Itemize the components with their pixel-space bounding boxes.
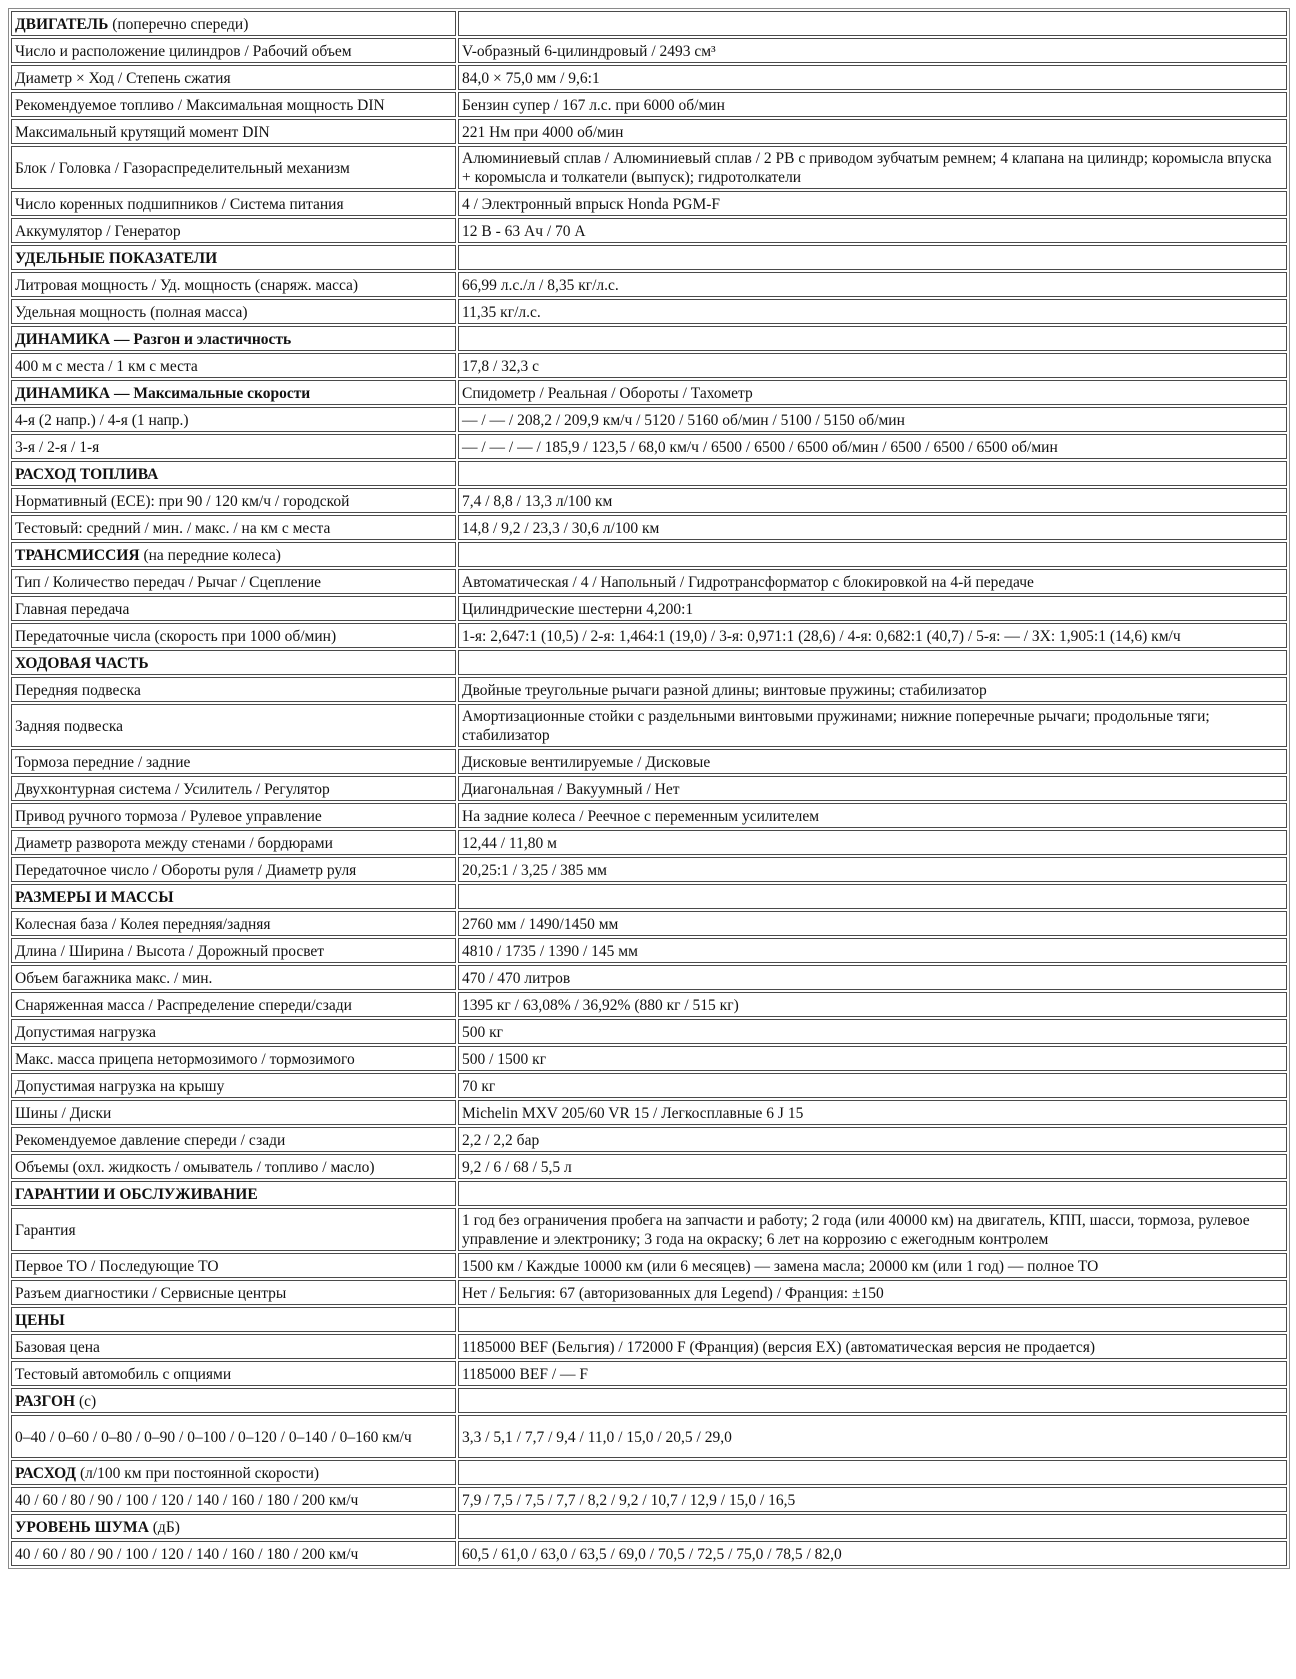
spec-label: Двухконтурная система / Усилитель / Регулятор	[15, 780, 330, 798]
section-subtitle: (поперечно спереди)	[108, 15, 249, 33]
spec-value: Амортизационные стойки с раздельными винтовыми пружинами; нижние поперечные рычаги; продольные тяги; стабилизатор	[462, 708, 1210, 744]
spec-value-cell	[458, 803, 1287, 828]
spec-label: Колесная база / Колея передняя/задняя	[15, 915, 271, 933]
section-title-cell	[11, 1514, 456, 1539]
spec-table	[8, 8, 1290, 1569]
spec-value-cell	[458, 245, 1287, 270]
section-title: ГАРАНТИИ И ОБСЛУЖИВАНИЕ	[15, 1185, 258, 1203]
spec-label: Максимальный крутящий момент DIN	[15, 123, 270, 141]
spec-value-cell	[458, 776, 1287, 801]
spec-value-cell	[458, 1073, 1287, 1098]
spec-value-cell	[458, 1253, 1287, 1278]
spec-label: Базовая цена	[15, 1338, 100, 1356]
spec-label-cell	[11, 992, 456, 1017]
spec-value: 500 / 1500 кг	[462, 1050, 547, 1068]
spec-value-cell	[458, 938, 1287, 963]
spec-value: 12 В - 63 Ач / 70 А	[462, 222, 586, 240]
spec-label-cell	[11, 272, 456, 297]
spec-label: Тестовый: средний / мин. / макс. / на км с места	[15, 519, 331, 537]
table-row	[11, 488, 1287, 513]
spec-label-cell	[11, 596, 456, 621]
spec-label: 3-я / 2-я / 1-я	[15, 438, 100, 456]
spec-label: Число и расположение цилиндров / Рабочий объем	[15, 42, 352, 60]
section-title: УРОВЕНЬ ШУМА	[15, 1518, 149, 1536]
table-row	[11, 623, 1287, 648]
spec-label-cell	[11, 1541, 456, 1566]
spec-value-cell	[458, 884, 1287, 909]
spec-value: 2,2 / 2,2 бар	[462, 1131, 540, 1149]
spec-label-cell	[11, 1334, 456, 1359]
spec-value-cell	[458, 542, 1287, 567]
spec-label: Рекомендуемое топливо / Максимальная мощность DIN	[15, 96, 385, 114]
table-row	[11, 119, 1287, 144]
spec-label: Диаметр × Ход / Степень сжатия	[15, 69, 231, 87]
spec-label: Передаточное число / Обороты руля / Диаметр руля	[15, 861, 357, 879]
spec-value-cell	[458, 623, 1287, 648]
spec-value-cell	[458, 119, 1287, 144]
spec-value: Дисковые вентилируемые / Дисковые	[462, 753, 711, 771]
section-subtitle: (с)	[75, 1392, 97, 1410]
spec-value-cell	[458, 992, 1287, 1017]
spec-value-cell	[458, 1019, 1287, 1044]
spec-value: 20,25:1 / 3,25 / 385 мм	[462, 861, 607, 879]
table-row	[11, 515, 1287, 540]
spec-value-cell	[458, 596, 1287, 621]
section-header-row	[11, 11, 1287, 36]
spec-label-cell	[11, 1253, 456, 1278]
spec-label-cell	[11, 938, 456, 963]
spec-value: 1 год без ограничения пробега на запчасти и работу; 2 года (или 40000 км) на двигатель, КПП, шасси, тормоза, рулевое управление и электронику; 3 года на окраску; 6 лет на коррозию с ежегодным контролем	[462, 1212, 1250, 1248]
spec-value-cell	[458, 965, 1287, 990]
table-row	[11, 857, 1287, 882]
spec-label: Допустимая нагрузка	[15, 1023, 157, 1041]
spec-value: 14,8 / 9,2 / 23,3 / 30,6 л/100 км	[462, 519, 660, 537]
section-title-cell	[11, 542, 456, 567]
section-header-row	[11, 1460, 1287, 1485]
spec-value-cell	[458, 650, 1287, 675]
spec-label: Разъем диагностики / Сервисные центры	[15, 1284, 287, 1302]
section-title-cell	[11, 461, 456, 486]
spec-value-cell	[458, 1487, 1287, 1512]
section-title-cell	[11, 884, 456, 909]
spec-label-cell	[11, 677, 456, 702]
spec-value-cell	[458, 1388, 1287, 1413]
spec-value-cell	[458, 1127, 1287, 1152]
section-title: РАСХОД ТОПЛИВА	[15, 465, 159, 483]
spec-value: Нет / Бельгия: 67 (авторизованных для Legend) / Франция: ±150	[462, 1284, 884, 1302]
spec-label-cell	[11, 830, 456, 855]
table-row	[11, 776, 1287, 801]
spec-value: 12,44 / 11,80 м	[462, 834, 557, 852]
spec-label-cell	[11, 1280, 456, 1305]
spec-label: Задняя подвеска	[15, 717, 123, 735]
spec-value: 221 Нм при 4000 об/мин	[462, 123, 624, 141]
table-row	[11, 677, 1287, 702]
spec-value-cell	[458, 1514, 1287, 1539]
spec-label: Снаряженная масса / Распределение спереди/сзади	[15, 996, 352, 1014]
section-header-row	[11, 461, 1287, 486]
section-header-row	[11, 380, 1287, 405]
spec-value: 84,0 × 75,0 мм / 9,6:1	[462, 69, 600, 87]
table-row	[11, 1541, 1287, 1566]
section-title: ДИНАМИКА — Разгон и эластичность	[15, 330, 292, 348]
spec-value-cell	[458, 11, 1287, 36]
table-row	[11, 191, 1287, 216]
section-header-row	[11, 650, 1287, 675]
spec-label-cell	[11, 569, 456, 594]
spec-label: Длина / Ширина / Высота / Дорожный просвет	[15, 942, 325, 960]
table-row	[11, 803, 1287, 828]
table-row	[11, 1019, 1287, 1044]
table-row	[11, 1487, 1287, 1512]
spec-label-cell	[11, 218, 456, 243]
table-row	[11, 1334, 1287, 1359]
spec-label: Допустимая нагрузка на крышу	[15, 1077, 225, 1095]
spec-label-cell	[11, 407, 456, 432]
spec-label-cell	[11, 119, 456, 144]
spec-value-cell	[458, 1541, 1287, 1566]
spec-value-cell	[458, 380, 1287, 405]
section-header-row	[11, 1181, 1287, 1206]
section-title: ДИНАМИКА — Максимальные скорости	[15, 384, 311, 402]
spec-value: 11,35 кг/л.с.	[462, 303, 541, 321]
spec-label: Диаметр разворота между стенами / бордюрами	[15, 834, 333, 852]
section-title-cell	[11, 380, 456, 405]
table-row	[11, 299, 1287, 324]
section-title: УДЕЛЬНЫЕ ПОКАЗАТЕЛИ	[15, 249, 218, 267]
spec-value-cell	[458, 1307, 1287, 1332]
spec-value-cell	[458, 1100, 1287, 1125]
section-subtitle: (л/100 км при постоянной скорости)	[76, 1464, 320, 1482]
spec-label-cell	[11, 515, 456, 540]
section-header-row	[11, 884, 1287, 909]
table-row	[11, 596, 1287, 621]
table-row	[11, 65, 1287, 90]
spec-label-cell	[11, 1487, 456, 1512]
spec-value-cell	[458, 299, 1287, 324]
section-title: ХОДОВАЯ ЧАСТЬ	[15, 654, 149, 672]
spec-value: Двойные треугольные рычаги разной длины; винтовые пружины; стабилизатор	[462, 681, 987, 699]
spec-value: — / — / 208,2 / 209,9 км/ч / 5120 / 5160 об/мин / 5100 / 5150 об/мин	[462, 411, 905, 429]
spec-value-cell	[458, 488, 1287, 513]
spec-label: 400 м с места / 1 км с места	[15, 357, 198, 375]
spec-value: Диагональная / Вакуумный / Нет	[462, 780, 680, 798]
spec-value: 1-я: 2,647:1 (10,5) / 2-я: 1,464:1 (19,0) / 3-я: 0,971:1 (28,6) / 4-я: 0,682:1 (40,7) / 5-я: — / ЗХ: 1,905:1 (14,6) км/ч	[462, 627, 1181, 645]
spec-value-cell	[458, 407, 1287, 432]
spec-label-cell	[11, 1019, 456, 1044]
spec-value: Michelin MXV 205/60 VR 15 / Легкосплавные 6 J 15	[462, 1104, 804, 1122]
spec-value-cell	[458, 1334, 1287, 1359]
spec-label-cell	[11, 704, 456, 747]
spec-value: Алюминиевый сплав / Алюминиевый сплав / 2 РВ с приводом зубчатым ремнем; 4 клапана на цилиндр; коромысла впуска + коромысла и толкатели (выпуск); гидротолкатели	[462, 150, 1272, 186]
section-title-cell	[11, 650, 456, 675]
spec-value: 2760 мм / 1490/1450 мм	[462, 915, 619, 933]
spec-label: Привод ручного тормоза / Рулевое управление	[15, 807, 322, 825]
spec-value: 4810 / 1735 / 1390 / 145 мм	[462, 942, 638, 960]
spec-value-cell	[458, 911, 1287, 936]
spec-value-cell	[458, 353, 1287, 378]
spec-value: 66,99 л.с./л / 8,35 кг/л.с.	[462, 276, 619, 294]
spec-value-cell	[458, 1154, 1287, 1179]
section-title-cell	[11, 1460, 456, 1485]
spec-value-cell	[458, 1208, 1287, 1251]
spec-value: 17,8 / 32,3 с	[462, 357, 540, 375]
spec-label: Макс. масса прицепа нетормозимого / тормозимого	[15, 1050, 355, 1068]
spec-label-cell	[11, 191, 456, 216]
spec-label-cell	[11, 299, 456, 324]
spec-label-cell	[11, 488, 456, 513]
spec-label: Тормоза передние / задние	[15, 753, 191, 771]
table-row	[11, 434, 1287, 459]
spec-label: Передаточные числа (скорость при 1000 об/мин)	[15, 627, 337, 645]
spec-value-cell	[458, 704, 1287, 747]
spec-label-cell	[11, 749, 456, 774]
section-title-cell	[11, 1181, 456, 1206]
spec-value: V-образный 6-цилиндровый / 2493 см³	[462, 42, 716, 60]
spec-label: Тип / Количество передач / Рычаг / Сцепление	[15, 573, 322, 591]
spec-label: Литровая мощность / Уд. мощность (снаряж. масса)	[15, 276, 359, 294]
spec-label: 40 / 60 / 80 / 90 / 100 / 120 / 140 / 160 / 180 / 200 км/ч	[15, 1545, 359, 1563]
spec-label-cell	[11, 911, 456, 936]
spec-label-cell	[11, 92, 456, 117]
table-row	[11, 407, 1287, 432]
spec-value: 70 кг	[462, 1077, 496, 1095]
spec-value: 1185000 BEF (Бельгия) / 172000 F (Франция) (версия EX) (автоматическая версия не продается)	[462, 1338, 1096, 1356]
spec-value-cell	[458, 461, 1287, 486]
spec-value-cell	[458, 146, 1287, 189]
section-header-row	[11, 245, 1287, 270]
spec-label: Шины / Диски	[15, 1104, 112, 1122]
spec-value-cell	[458, 218, 1287, 243]
spec-value-cell	[458, 65, 1287, 90]
spec-label-cell	[11, 1208, 456, 1251]
spec-value: 7,4 / 8,8 / 13,3 л/100 км	[462, 492, 613, 510]
spec-label-cell	[11, 434, 456, 459]
table-row	[11, 1208, 1287, 1251]
spec-value: — / — / — / 185,9 / 123,5 / 68,0 км/ч / 6500 / 6500 / 6500 об/мин / 6500 / 6500 / 6500 об/мин	[462, 438, 1058, 456]
table-row	[11, 92, 1287, 117]
table-row	[11, 1280, 1287, 1305]
spec-label: 0–40 / 0–60 / 0–80 / 0–90 / 0–100 / 0–120 / 0–140 / 0–160 км/ч	[15, 1428, 412, 1446]
spec-value-cell	[458, 1280, 1287, 1305]
spec-label-cell	[11, 1361, 456, 1386]
spec-label: Тестовый автомобиль с опциями	[15, 1365, 232, 1383]
spec-label-cell	[11, 1046, 456, 1071]
section-subtitle: (дБ)	[148, 1518, 180, 1536]
spec-value-cell	[458, 1181, 1287, 1206]
spec-label: Главная передача	[15, 600, 130, 618]
section-title: ТРАНСМИССИЯ	[15, 546, 140, 564]
spec-value-cell	[458, 1460, 1287, 1485]
table-row	[11, 353, 1287, 378]
spec-label-cell	[11, 1415, 456, 1458]
table-row	[11, 1415, 1287, 1458]
section-title: ДВИГАТЕЛЬ	[15, 15, 109, 33]
spec-label: Первое ТО / Последующие ТО	[15, 1257, 219, 1275]
spec-label-cell	[11, 803, 456, 828]
spec-label: Рекомендуемое давление спереди / сзади	[15, 1131, 286, 1149]
spec-value-cell	[458, 272, 1287, 297]
spec-value-cell	[458, 92, 1287, 117]
section-subtitle: (на передние колеса)	[139, 546, 281, 564]
table-row	[11, 1253, 1287, 1278]
spec-value-cell	[458, 569, 1287, 594]
table-row	[11, 218, 1287, 243]
table-row	[11, 965, 1287, 990]
spec-label-cell	[11, 857, 456, 882]
table-row	[11, 1154, 1287, 1179]
spec-value-cell	[458, 1046, 1287, 1071]
table-row	[11, 992, 1287, 1017]
section-title-cell	[11, 245, 456, 270]
spec-label: Удельная мощность (полная масса)	[15, 303, 248, 321]
table-row	[11, 1046, 1287, 1071]
table-row	[11, 569, 1287, 594]
spec-value-cell	[458, 749, 1287, 774]
section-header-row	[11, 326, 1287, 351]
spec-value-cell	[458, 677, 1287, 702]
table-row	[11, 1073, 1287, 1098]
spec-label-cell	[11, 1154, 456, 1179]
spec-label-cell	[11, 353, 456, 378]
spec-value: 1500 км / Каждые 10000 км (или 6 месяцев) — замена масла; 20000 км (или 1 год) — полное ТО	[462, 1257, 1099, 1275]
spec-label-cell	[11, 65, 456, 90]
spec-value: 60,5 / 61,0 / 63,0 / 63,5 / 69,0 / 70,5 / 72,5 / 75,0 / 78,5 / 82,0	[462, 1545, 842, 1563]
spec-label: Объем багажника макс. / мин.	[15, 969, 213, 987]
spec-label: Передняя подвеска	[15, 681, 141, 699]
spec-value-cell	[458, 38, 1287, 63]
spec-value-cell	[458, 830, 1287, 855]
spec-label-cell	[11, 1073, 456, 1098]
spec-table-body	[11, 11, 1287, 1566]
spec-value: 470 / 470 литров	[462, 969, 571, 987]
spec-value: 7,9 / 7,5 / 7,5 / 7,7 / 8,2 / 9,2 / 10,7 / 12,9 / 15,0 / 16,5	[462, 1491, 796, 1509]
section-title-cell	[11, 1388, 456, 1413]
section-header-row	[11, 1514, 1287, 1539]
table-row	[11, 146, 1287, 189]
spec-label: Объемы (охл. жидкость / омыватель / топливо / масло)	[15, 1158, 375, 1176]
section-header-row	[11, 1307, 1287, 1332]
spec-label-cell	[11, 1127, 456, 1152]
spec-value: Автоматическая / 4 / Напольный / Гидротрансформатор с блокировкой на 4-й передаче	[462, 573, 1034, 591]
spec-label: Нормативный (ЕСЕ): при 90 / 120 км/ч / городской	[15, 492, 350, 510]
table-row	[11, 1361, 1287, 1386]
spec-label-cell	[11, 1100, 456, 1125]
spec-label: Блок / Головка / Газораспределительный механизм	[15, 159, 350, 177]
section-title-cell	[11, 326, 456, 351]
spec-value: 1395 кг / 63,08% / 36,92% (880 кг / 515 кг)	[462, 996, 739, 1014]
table-row	[11, 938, 1287, 963]
spec-label-cell	[11, 965, 456, 990]
spec-value: 3,3 / 5,1 / 7,7 / 9,4 / 11,0 / 15,0 / 20,5 / 29,0	[462, 1428, 732, 1446]
spec-label-cell	[11, 623, 456, 648]
spec-label: 4-я (2 напр.) / 4-я (1 напр.)	[15, 411, 189, 429]
table-row	[11, 1100, 1287, 1125]
table-row	[11, 749, 1287, 774]
spec-value: 500 кг	[462, 1023, 504, 1041]
spec-label-cell	[11, 146, 456, 189]
spec-value-cell	[458, 326, 1287, 351]
table-row	[11, 911, 1287, 936]
spec-value: Цилиндрические шестерни 4,200:1	[462, 600, 694, 618]
spec-value: На задние колеса / Реечное с переменным усилителем	[462, 807, 820, 825]
spec-value: 4 / Электронный впрыск Honda PGM-F	[462, 195, 721, 213]
spec-value-cell	[458, 191, 1287, 216]
table-row	[11, 272, 1287, 297]
spec-label: 40 / 60 / 80 / 90 / 100 / 120 / 140 / 160 / 180 / 200 км/ч	[15, 1491, 359, 1509]
table-row	[11, 704, 1287, 747]
spec-label: Аккумулятор / Генератор	[15, 222, 181, 240]
spec-value-cell	[458, 857, 1287, 882]
spec-value-cell	[458, 1361, 1287, 1386]
section-header-row	[11, 542, 1287, 567]
section-title-cell	[11, 11, 456, 36]
spec-label-cell	[11, 776, 456, 801]
section-title: РАСХОД	[15, 1464, 77, 1482]
section-title-cell	[11, 1307, 456, 1332]
section-header-row	[11, 1388, 1287, 1413]
section-title: ЦЕНЫ	[15, 1311, 65, 1329]
spec-value: 9,2 / 6 / 68 / 5,5 л	[462, 1158, 572, 1176]
table-row	[11, 38, 1287, 63]
spec-label: Число коренных подшипников / Система питания	[15, 195, 344, 213]
section-title: РАЗГОН	[15, 1392, 76, 1410]
spec-value-cell	[458, 515, 1287, 540]
table-row	[11, 1127, 1287, 1152]
spec-label-cell	[11, 38, 456, 63]
spec-value-cell	[458, 434, 1287, 459]
table-row	[11, 830, 1287, 855]
spec-value-cell	[458, 1415, 1287, 1458]
spec-value: Бензин супер / 167 л.с. при 6000 об/мин	[462, 96, 725, 114]
spec-value: 1185000 BEF / — F	[462, 1365, 589, 1383]
spec-label: Гарантия	[15, 1221, 76, 1239]
section-title: РАЗМЕРЫ И МАССЫ	[15, 888, 174, 906]
spec-value: Спидометр / Реальная / Обороты / Тахометр	[462, 384, 753, 402]
